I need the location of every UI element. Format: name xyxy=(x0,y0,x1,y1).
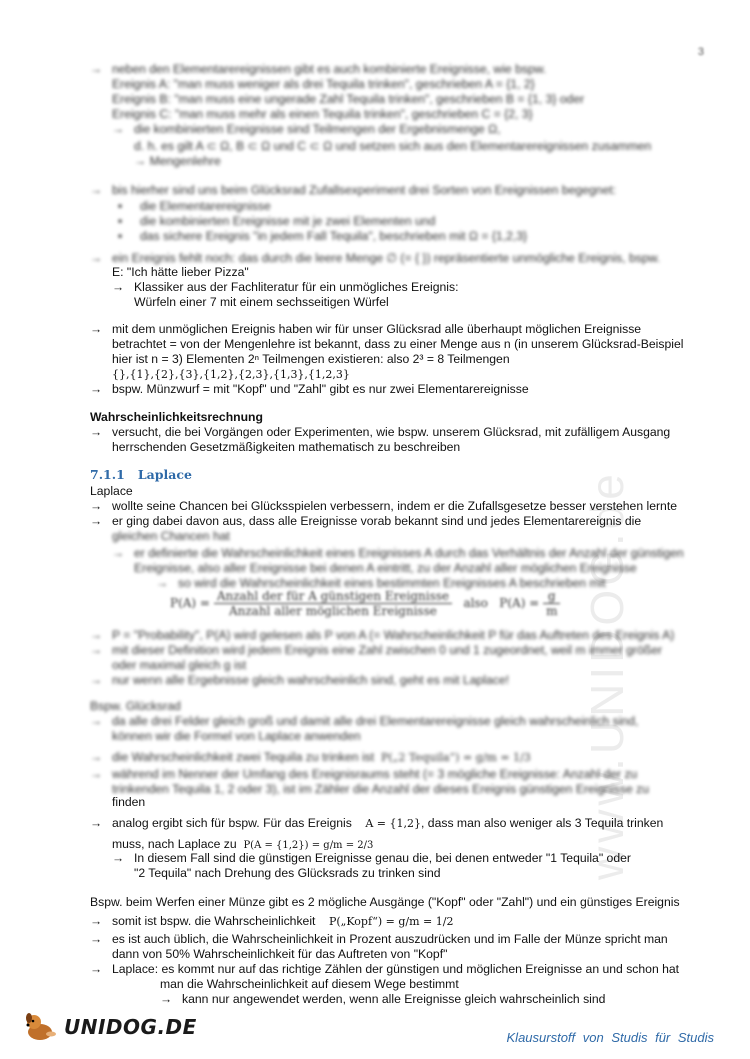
blurred-line: ▪ die Elementarereignisse xyxy=(118,199,271,213)
analog-line-2: muss, nach Laplace zu P(A = {1,2}) = g/m = 2/3 xyxy=(112,837,374,851)
coin-probability: → somit ist bspw. die Wahrscheinlichkeit P(„Kopf“) = g/m = 1/2 xyxy=(90,914,454,928)
percent-line-2: dann von 50% Wahrscheinlichkeit für das Auftreten von "Kopf" xyxy=(112,947,448,961)
laplace-formula: P(A) = $\frac{\text{Anzahl der für A günstigen Ereignisse}}{\text{Anzahl aller möglichen Ereignisse}}$ also P(A) = $\frac{g}{m}$ xyxy=(170,589,560,618)
coin-paragraph: Bspw. beim Werfen einer Münze gibt es 2 mögliche Ausgänge ("Kopf" oder "Zahl") und ein günstiges Ereignis xyxy=(90,895,680,909)
case-line: → In diesem Fall sind die günstigen Ereignisse genau die, bei denen entweder "1 Tequila" oder xyxy=(112,851,631,865)
impossible-event-para-2: betrachtet = von der Mengenlehre ist bekannt, dass zu einer Menge aus n (in unserem Glücksrad-Beispiel xyxy=(112,337,684,351)
footer-tagline: Klausurstoff von Studis für Studis xyxy=(506,1030,714,1045)
impossible-event-example: E: "Ich hätte lieber Pizza" xyxy=(112,265,249,279)
blurred-line: → ein Ereignis fehlt noch: das durch die leere Menge ∅ (= { }) repräsentierte unmögliche Ereignis, bspw. xyxy=(90,251,661,265)
analog-line: → analog ergibt sich für bspw. Für das Ereignis A = {1,2}, dass man also weniger als 3 Tequila trinken xyxy=(90,816,664,830)
blurred-line: können wir die Formel von Laplace anwenden xyxy=(112,729,361,743)
blurred-line: → nur wenn alle Ergebnisse gleich wahrscheinlich sind, geht es mit Laplace! xyxy=(90,673,509,687)
blurred-line: Ereignis B: "man muss eine ungerade Zahl Tequila trinken", geschrieben B = {1, 3} oder xyxy=(112,92,585,106)
blurred-line: ▪ das sichere Ereignis "in jedem Fall Tequila", beschrieben mit Ω = {1,2,3} xyxy=(118,229,528,243)
blurred-line: → er definierte die Wahrscheinlichkeit eines Ereignisses A durch das Verhältnis der Anzahl der günstigen xyxy=(112,546,684,560)
blurred-line: Ereignisse, also aller Ereignisse bei denen A eintritt, zu der Anzahl aller möglichen Ereignisse xyxy=(134,561,637,575)
blurred-line: ▪ die kombinierten Ereignisse mit je zwei Elementen und xyxy=(118,214,436,228)
blurred-line: Ereignis C: "man muss mehr als einen Tequila trinken", geschrieben C = {2, 3} xyxy=(112,107,533,121)
coin-toss-note: → bspw. Münzwurf = mit "Kopf" und "Zahl" gibt es nur zwei Elementarereignisse xyxy=(90,382,529,396)
footer-logo[interactable] xyxy=(24,1012,197,1042)
blurred-line: → P = "Probability", P(A) wird gelesen als P von A (= Wahrscheinlichkeit P für das Auftreten des Ereignis A) xyxy=(90,628,675,642)
laplace-point-2: → er ging dabei davon aus, dass alle Ereignisse vorab bekannt sind und jedes Elementarereignis die xyxy=(90,514,642,528)
classic-example-detail: Würfeln einer 7 mit einem sechsseitigen Würfel xyxy=(134,295,389,309)
probability-definition: → versucht, die bei Vorgängen oder Experimenten, wie bspw. unserem Glücksrad, mit zufälligem Ausgang xyxy=(90,425,671,439)
blurred-line: → die Wahrscheinlichkeit zwei Tequila zu trinken ist P(„2 Tequila“) = g/m = 1/3 xyxy=(90,750,531,764)
impossible-event-para: → mit dem unmöglichen Ereignis haben wir für unser Glücksrad alle überhaupt möglichen Ereignisse xyxy=(90,322,642,336)
blurred-line: → so wird die Wahrscheinlichkeit eines bestimmten Ereignisses A beschrieben mit xyxy=(156,576,606,590)
watermark: www.UNIDOG.de xyxy=(581,470,633,880)
subsets-list: {},{1},{2},{3},{1,2},{2,3},{1,3},{1,2,3} xyxy=(112,368,350,381)
page-number: 3 xyxy=(697,46,704,58)
blurred-line: → da alle drei Felder gleich groß und damit alle drei Elementarereignisse gleich wahrscheinlich sind, xyxy=(90,714,639,728)
blurred-line: gleichen Chancen hat xyxy=(112,529,230,543)
finden-line: finden xyxy=(112,795,146,809)
impossible-event-para-3: hier ist n = 3) Elementen 2ⁿ Teilmengen existieren: also 2³ = 8 Teilmengen xyxy=(112,352,510,366)
blurred-line: → bis hierher sind uns beim Glücksrad Zufallsexperiment drei Sorten von Ereignissen begegnet: xyxy=(90,183,617,197)
blurred-line: → während im Nenner der Umfang des Ereignisraums steht (= 3 mögliche Ereignisse: Anzahl der zu xyxy=(90,767,638,781)
laplace-summary-2: man die Wahrscheinlichkeit auf diesem Wege bestimmt xyxy=(160,977,459,991)
blurred-line: Bspw. Glücksrad xyxy=(90,699,181,713)
classic-example: → Klassiker aus der Fachliteratur für ein unmögliches Ereignis: xyxy=(112,280,459,294)
blurred-line: oder maximal gleich g ist xyxy=(112,658,247,672)
laplace-point-1: → wollte seine Chancen bei Glücksspielen verbessern, indem er die Zufallsgesetze besser verstehen lernte xyxy=(90,499,677,513)
laplace-summary: → Laplace: es kommt nur auf das richtige Zählen der günstigen und möglichen Ereignisse an und schon hat xyxy=(90,962,680,976)
section-title: 7.1.1 Laplace xyxy=(90,467,192,482)
blurred-line: → Mengenlehre xyxy=(134,154,221,168)
percent-line: → es ist auch üblich, die Wahrscheinlichkeit in Prozent auszudrücken und im Falle der Münze spricht man xyxy=(90,932,668,946)
blurred-line: → mit dieser Definition wird jedem Ereignis eine Zahl zwischen 0 und 1 zugeordnet, weil m immer größer xyxy=(90,643,663,657)
probability-definition-2: herrschenden Gesetzmäßigkeiten mathematisch zu beschreiben xyxy=(112,440,461,454)
laplace-summary-3: → kann nur angewendet werden, wenn alle Ereignisse gleich wahrscheinlich sind xyxy=(160,992,606,1006)
blurred-line: → neben den Elementarereignissen gibt es auch kombinierte Ereignisse, wie bspw. xyxy=(90,62,547,76)
blurred-line: d. h. es gilt A ⊂ Ω, B ⊂ Ω und C ⊂ Ω und setzen sich aus den Elementarereignissen zusammen xyxy=(134,139,652,153)
section-heading-probability: Wahrscheinlichkeitsrechnung xyxy=(90,410,263,424)
blurred-line: Ereignis A: "man muss weniger als drei Tequila trinken", geschrieben A = {1, 2} xyxy=(112,77,535,91)
blurred-line: → die kombinierten Ereignisse sind Teilmengen der Ergebnismenge Ω, xyxy=(112,122,501,136)
case-line-2: "2 Tequila" nach Drehung des Glücksrads zu trinken sind xyxy=(134,866,441,880)
laplace-label: Laplace xyxy=(90,484,133,498)
blurred-line: trinkenden Tequila 1, 2 oder 3), ist im Zähler die Anzahl der dieses Ereignis günstigen Ereignisse zu xyxy=(112,782,650,796)
dog-icon xyxy=(24,1012,58,1042)
logo-text: UNIDOG.DE xyxy=(64,1015,197,1039)
